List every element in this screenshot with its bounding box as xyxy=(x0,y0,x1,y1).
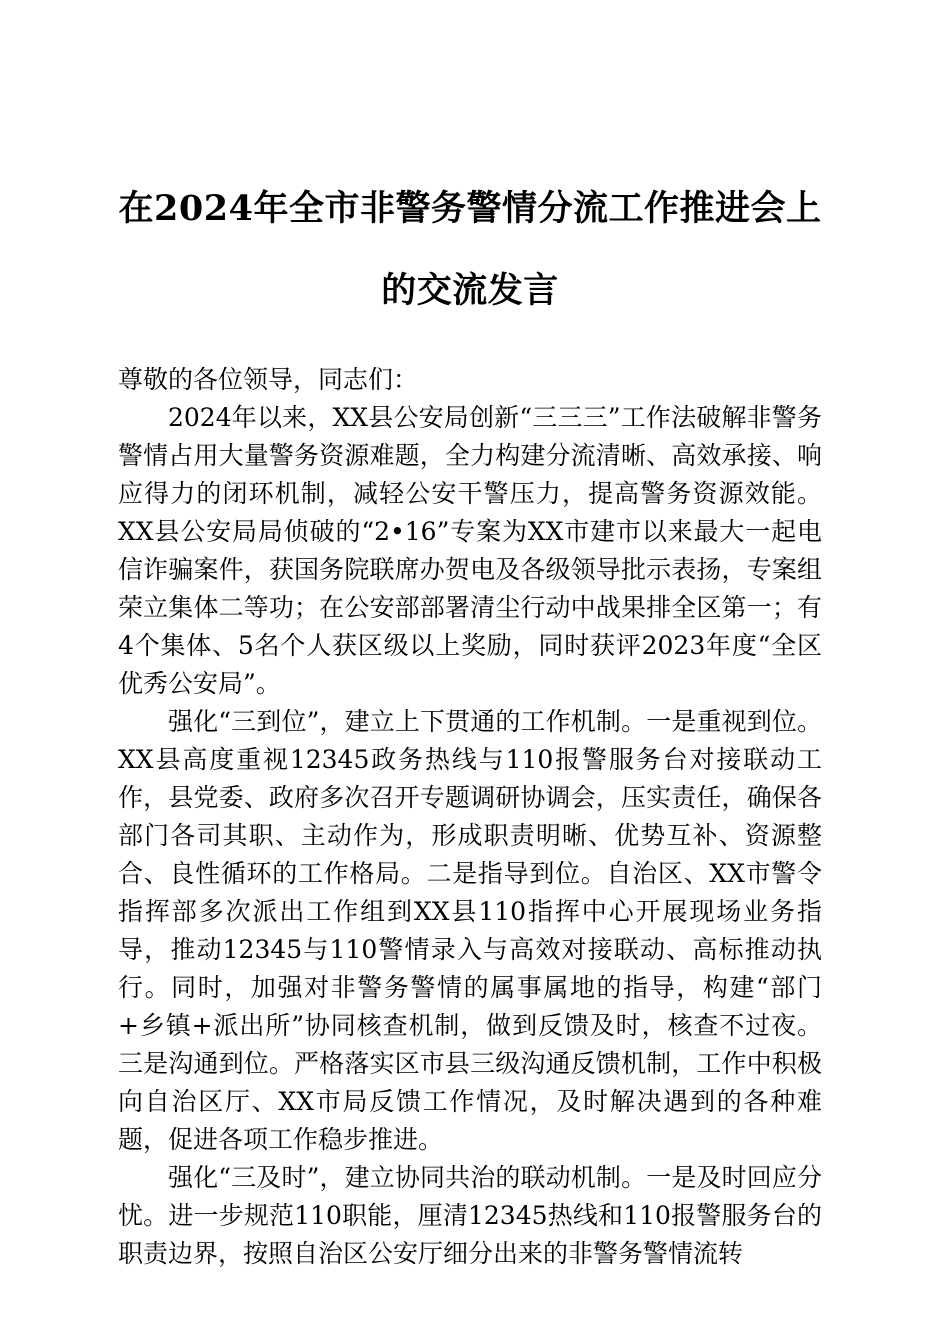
title-line-2: 的交流发言 xyxy=(381,270,559,311)
document-title xyxy=(118,168,822,332)
salutation: 尊敬的各位领导，同志们： xyxy=(118,365,419,394)
paragraph-intro: 2024年以来，XX县公安局创新“三三三”工作法破解非警务警情占用大量警务资源难题，全力构建分流清晰、高效承接、响应得力的闭环机制，减轻公安干警压力，提高警务资源效能。XX县公安局局侦破的“2•16”专案为XX市建市以来最大一起电信诈骗案件，获国务院联席办贺电及各级领导批示表扬，专案组荣立集体二等功；在公安部部署清尘行动中战果排全区第一；有4个集体、5名个人获区级以上奖励，同时获评2023年度“全区优秀公安局”。 xyxy=(118,403,822,698)
paragraph-three-in-place: 强化“三到位”，建立上下贯通的工作机制。一是重视到位。XX县高度重视12345政务热线与110报警服务台对接联动工作，县党委、政府多次召开专题调研协调会，压实责任，确保各部门各司其职、主动作为，形成职责明晰、优势互补、资源整合、良性循环的工作格局。二是指导到位。自治区、XX市警令指挥部多次派出工作组到XX县110指挥中心开展现场业务指导，推动12345与110警情录入与高效对接联动、高标推动执行。同时，加强对非警务警情的属事属地的指导，构建“部门+乡镇+派出所”协同核查机制，做到反馈及时，核查不过夜。三是沟通到位。严格落实区市县三级沟通反馈机制，工作中积极向自治区厅、XX市局反馈工作情况，及时解决遇到的各种难题，促进各项工作稳步推进。 xyxy=(118,707,822,1154)
document-body xyxy=(118,361,822,1273)
paragraph-three-timely: 强化“三及时”，建立协同共治的联动机制。一是及时回应分忧。进一步规范110职能，厘清12345热线和110报警服务台的职责边界，按照自治区公安厅细分出来的非警务警情流转 xyxy=(118,1163,822,1268)
title-line-1: 在2024年全市非警务警情分流工作推进会上 xyxy=(118,188,822,229)
